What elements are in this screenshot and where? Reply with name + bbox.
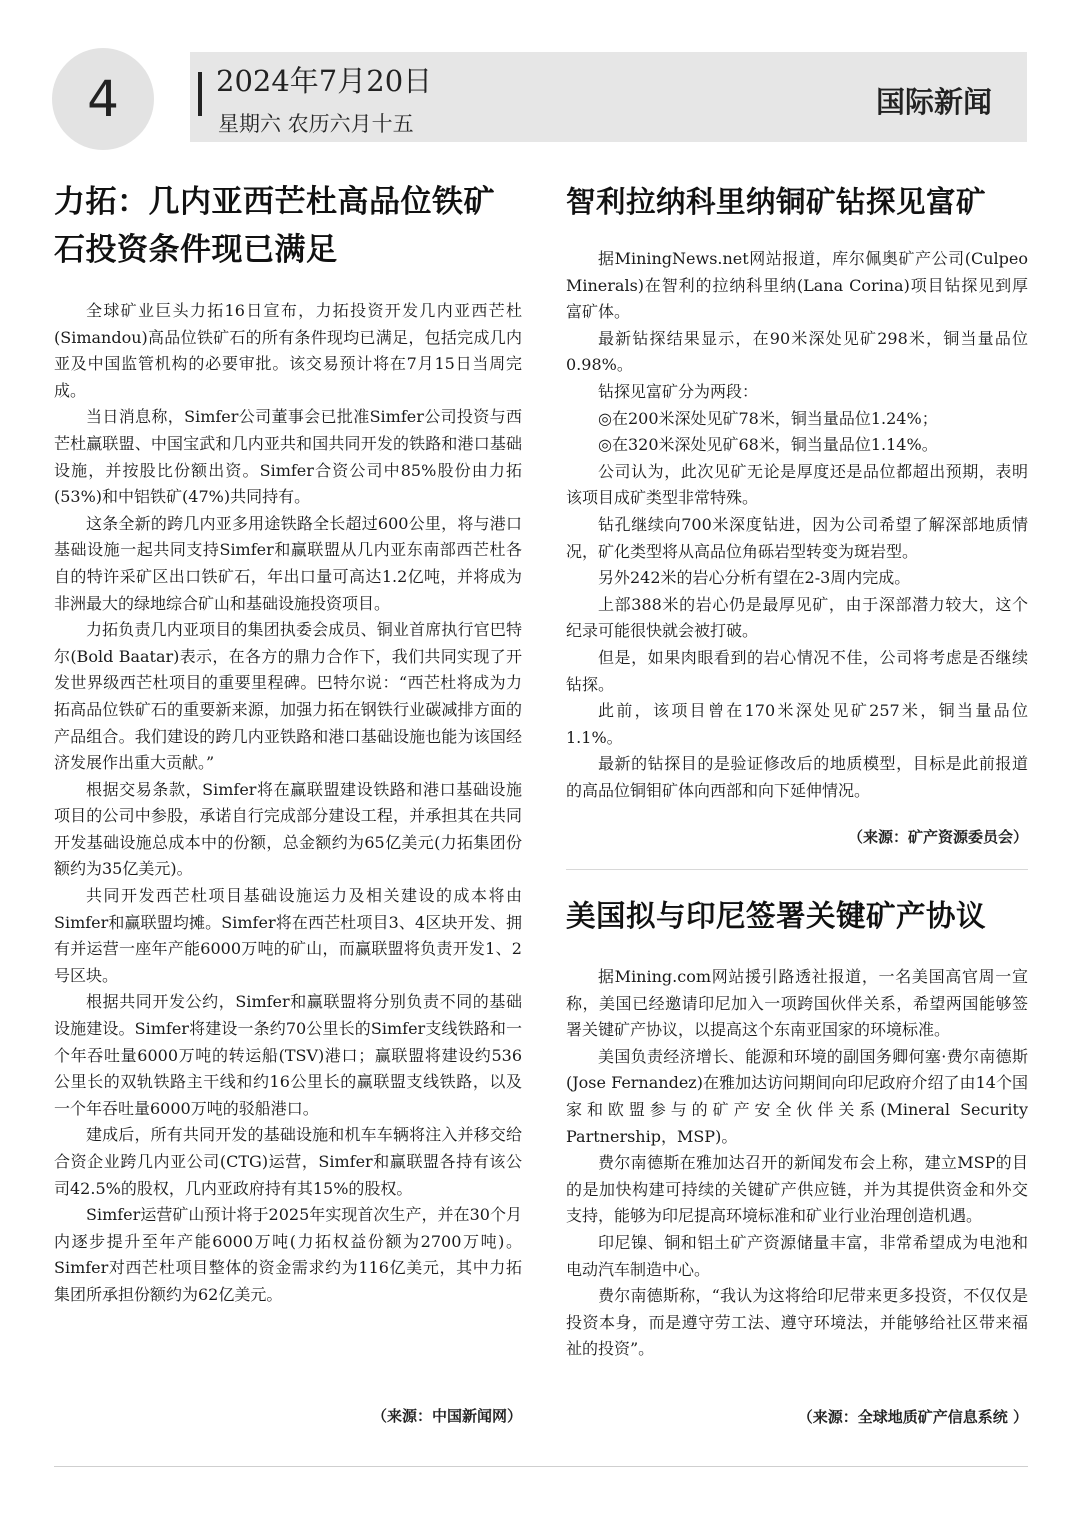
article-title: 智利拉纳科里纳铜矿钻探见富矿 [566, 185, 987, 219]
paragraph: 力拓负责几内亚项目的集团执委会成员、铜业首席执行官巴特尔(Bold Baatar)表示，在各方的鼎力合作下，我们共同实现了开发世界级西芒杜项目的重要里程碑。巴特尔说：“西芒杜将成为力拓高品位铁矿石的重要新来源，加强力拓在钢铁行业碳减排方面的产品组合。我们建设的跨几内亚铁路和港口基础设施也能为该国经济发展作出重大贡献。” [54, 620, 522, 773]
issue-weekday-lunar: 星期六 农历六月十五 [218, 112, 414, 136]
paragraph: 最新钻探结果显示，在90米深处见矿298米，铜当量品位0.98%。 [566, 328, 1028, 375]
paragraph: 费尔南德斯在雅加达召开的新闻发布会上称，建立MSP的目的是加快构建可持续的关键矿产供应链，并为其提供资金和外交支持，能够为印尼提高环境标准和矿业行业治理创造机遇。 [566, 1153, 1028, 1226]
article-body [54, 298, 522, 1309]
page-bottom-rule [54, 1466, 1028, 1467]
paragraph: ◎在200米深处见矿78米，铜当量品位1.24%； [598, 408, 938, 428]
paragraph: 费尔南德斯称，“我认为这将给印尼带来更多投资，不仅仅是投资本身，而是遵守劳工法、遵守环境法，并能够给社区带来福祉的投资”。 [566, 1286, 1028, 1359]
paragraph: 钻孔继续向700米深度钻进，因为公司希望了解深部地质情况，矿化类型将从高品位角砾岩型转变为斑岩型。 [566, 514, 1028, 561]
article-us-indonesia [566, 892, 1028, 1363]
header-accent-bar [198, 72, 202, 116]
paragraph: 最新的钻探目的是验证修改后的地质模型，目标是此前报道的高品位铜钼矿体向西部和向下延伸情况。 [566, 754, 1028, 800]
paragraph: 建成后，所有共同开发的基础设施和机车车辆将注入并移交给合资企业跨几内亚公司(CTG)运营，Simfer和赢联盟各持有该公司42.5%的股权，几内亚政府持有其15%的股权。 [54, 1125, 522, 1198]
paragraph: 另外242米的岩心分析有望在2-3周内完成。 [598, 568, 911, 588]
paragraph: 当日消息称，Simfer公司董事会已批准Simfer公司投资与西芒杜赢联盟、中国宝武和几内亚共和国共同开发的铁路和港口基础设施，并按股比份额出资。Simfer合资公司中85%股份由力拓(53%)和中铝铁矿(47%)共同持有。 [54, 407, 522, 507]
article-title: 力拓：几内亚西芒杜高品位铁矿石投资条件现已满足 [54, 184, 495, 268]
article-source: （来源：全球地质矿产信息系统 ） [797, 1408, 1028, 1426]
paragraph: 印尼镍、铜和铝土矿产资源储量丰富，非常希望成为电池和电动汽车制造中心。 [566, 1232, 1028, 1279]
column-divider [566, 869, 1028, 870]
paragraph: 钻探见富矿分为两段： [598, 381, 759, 401]
paragraph: 美国负责经济增长、能源和环境的副国务卿何塞·费尔南德斯(Jose Fernandez)在雅加达访问期间向印尼政府介绍了由14个国家和欧盟参与的矿产安全伙伴关系(Mineral Security Partnership，MSP)。 [566, 1046, 1028, 1146]
article-body [566, 246, 1028, 804]
paragraph: 共同开发西芒杜项目基础设施运力及相关建设的成本将由 Simfer和赢联盟均摊。Simfer将在西芒杜项目3、4区块开发、拥有并运营一座年产能6000万吨的矿山，而赢联盟将负责开发1、2号区块。 [54, 886, 522, 985]
page-number-badge [52, 48, 154, 150]
article-title: 美国拟与印尼签署关键矿产协议 [566, 899, 987, 933]
paragraph: 全球矿业巨头力拓16日宣布，力拓投资开发几内亚西芒杜(Simandou)高品位铁矿石的所有条件现均已满足，包括完成几内亚及中国监管机构的必要审批。该交易预计将在7月15日当周完成。 [54, 301, 522, 400]
paragraph: 根据共同开发公约，Simfer和赢联盟将分别负责不同的基础设施建设。Simfer将建设一条约70公里长的Simfer支线铁路和一个年吞吐量6000万吨的转运船(TSV)港口；赢联盟将建设约536公里长的双轨铁路主干线和约16公里长的赢联盟支线铁路，以及一个年吞吐量6000万吨的驳船港口。 [54, 992, 522, 1118]
article-rio-tinto [54, 178, 522, 1309]
paragraph: ◎在320米深处见矿68米，铜当量品位1.14%。 [598, 435, 938, 455]
paragraph: 据MiningNews.net网站报道，库尔佩奥矿产公司(Culpeo Minerals)在智利的拉纳科里纳(Lana Corina)项目钻探见到厚富矿体。 [566, 249, 1028, 322]
issue-date: 2024年7月20日 [216, 64, 433, 98]
article-source: （来源：中国新闻网） [371, 1407, 522, 1425]
paragraph: 根据交易条款，Simfer将在赢联盟建设铁路和港口基础设施项目的公司中参股，承诺自行完成部分建设工程，并承担其在共同开发基础设施总成本中的份额，总金额约为65亿美元(力拓集团份额约为35亿美元)。 [54, 779, 522, 879]
paragraph: 上部388米的岩心仍是最厚见矿，由于深部潜力较大，这个纪录可能很快就会被打破。 [566, 594, 1028, 641]
paragraph: 这条全新的跨几内亚多用途铁路全长超过600公里，将与港口基础设施一起共同支持Simfer和赢联盟从几内亚东南部西芒杜各自的特许采矿区出口铁矿石，年出口量可高达1.2亿吨，并将成为非洲最大的绿地综合矿山和基础设施投资项目。 [54, 513, 522, 613]
paragraph: 公司认为，此次见矿无论是厚度还是品位都超出预期，表明该项目成矿类型非常特殊。 [566, 461, 1028, 508]
paragraph: 但是，如果肉眼看到的岩心情况不佳，公司将考虑是否继续钻探。 [566, 647, 1028, 694]
paragraph: 此前，该项目曾在170米深处见矿257米，铜当量品位1.1%。 [566, 701, 1028, 747]
article-body [566, 964, 1028, 1363]
article-chile-copper [566, 178, 1028, 804]
page-number: 4 [87, 70, 119, 128]
article-source: （来源：矿产资源委员会） [847, 828, 1028, 846]
paragraph: Simfer运营矿山预计将于2025年实现首次生产，并在30个月内逐步提升至年产能6000万吨(力拓权益份额为2700万吨)。Simfer对西芒杜项目整体的资金需求约为116亿美元，其中力拓集团所承担份额约为62亿美元。 [54, 1205, 522, 1304]
section-title: 国际新闻 [875, 85, 992, 119]
paragraph: 据Mining.com网站援引路透社报道，一名美国高官周一宣称，美国已经邀请印尼加入一项跨国伙伴关系，希望两国能够签署关键矿产协议，以提高这个东南亚国家的环境标准。 [566, 967, 1028, 1040]
